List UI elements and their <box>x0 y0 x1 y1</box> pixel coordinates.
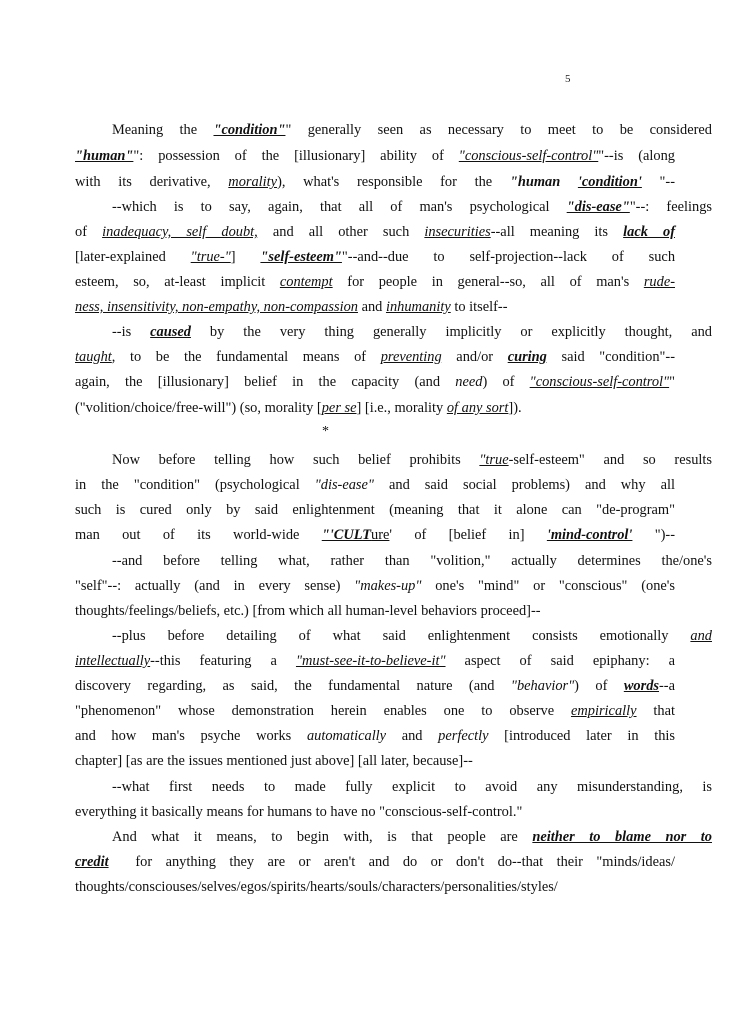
emphasized-text: per se <box>321 400 357 416</box>
text-line <box>75 525 675 549</box>
text-segment: --which is to say, again, that all of man's psychological <box>112 199 567 215</box>
emphasized-text: "dis-ease" <box>314 477 374 493</box>
section-separator: * <box>322 424 329 439</box>
text-segment: for people in general--so, all of man's <box>332 274 644 290</box>
text-segment: to itself-- <box>450 299 508 315</box>
text-segment: man out of its world-wide <box>75 527 322 543</box>
text-line <box>112 777 712 801</box>
text-segment: ] [i.e., morality <box>356 400 447 416</box>
text-line <box>75 247 675 271</box>
text-line <box>112 450 712 474</box>
text-segment: [later-explained <box>75 249 191 265</box>
text-line <box>75 398 675 422</box>
text-line <box>75 475 675 499</box>
text-line <box>75 576 675 600</box>
emphasized-text: 'mind-control' <box>546 527 633 543</box>
text-segment: ) of <box>482 374 530 390</box>
text-segment: "phenomenon" whose demonstration herein enables one to observe <box>75 703 571 719</box>
emphasized-text: "dis-ease" <box>566 199 630 215</box>
text-segment: ]). <box>508 400 522 416</box>
text-segment: --is <box>112 324 151 340</box>
text-segment: thoughts/feelings/beliefs, etc.) [from which all human-level behaviors proceed]-- <box>75 603 541 619</box>
emphasized-text: "must-see-it-to-believe-it" <box>295 653 446 669</box>
emphasized-text: "self-esteem" <box>260 249 342 265</box>
emphasized-text: neither to blame nor to <box>532 829 712 845</box>
emphasized-text: "true-" <box>190 249 231 265</box>
emphasized-text: perfectly <box>438 728 489 744</box>
emphasized-text: "'CULT <box>321 527 372 543</box>
text-segment: and all other such <box>257 224 425 240</box>
text-segment: "--and--due to self-projection--lack of such <box>341 249 676 265</box>
text-line <box>75 372 675 396</box>
emphasized-text: "makes-up" <box>354 578 422 594</box>
text-segment: Meaning the <box>112 122 214 138</box>
emphasized-text: words <box>623 678 660 694</box>
text-segment: And what it means, to begin with, is that people are <box>112 829 533 845</box>
emphasized-text: intellectually <box>75 653 151 669</box>
text-line <box>75 701 675 725</box>
emphasized-text: insecurities <box>424 224 491 240</box>
text-segment: by the very thing generally implicitly or explicitly thought, and <box>190 324 713 340</box>
text-line <box>75 651 675 675</box>
emphasized-text: "condition" <box>213 122 286 138</box>
emphasized-text: inhumanity <box>385 299 451 315</box>
text-segment: said "condition"-- <box>546 349 675 365</box>
text-segment: and said social problems) and why all <box>373 477 675 493</box>
emphasized-text: credit <box>75 854 109 870</box>
emphasized-text: of any sort <box>446 400 509 416</box>
text-segment: --what first needs to made fully explicit to avoid any misunderstanding, is <box>112 779 712 795</box>
emphasized-text: "conscious-self-control" <box>458 148 599 164</box>
text-segment: with its derivative, <box>75 174 229 190</box>
text-segment: thoughts/consciouses/selves/egos/spirits/hearts/souls/characters/personalities/styles/ <box>75 879 558 895</box>
text-segment: such is cured only by said enlightenment (meaning that it alone can "de-program" <box>75 502 675 518</box>
text-line <box>75 852 675 876</box>
text-segment: everything it basically means for humans to have no "conscious-self-control." <box>75 804 523 820</box>
text-line <box>75 347 675 371</box>
emphasized-text: "human <box>509 174 578 190</box>
text-segment: again, the [illusionary] belief in the capacity (and <box>75 374 456 390</box>
text-segment: one's "mind" or "conscious" (one's <box>421 578 675 594</box>
text-segment: " <box>669 374 675 390</box>
emphasized-text: rude- <box>643 274 675 290</box>
text-segment: Now before telling how such belief prohibits <box>112 452 480 468</box>
text-segment: chapter] [as are the issues mentioned just above] [all later, because]-- <box>75 753 473 769</box>
text-segment: "-- <box>641 174 675 190</box>
text-segment: that <box>636 703 675 719</box>
text-line <box>75 146 675 170</box>
text-line <box>112 197 712 221</box>
text-segment: discovery regarding, as said, the fundamental nature (and <box>75 678 511 694</box>
emphasized-text: lack of <box>623 224 675 240</box>
text-line <box>75 222 675 246</box>
text-segment: in the "condition" (psychological <box>75 477 315 493</box>
emphasized-text: curing <box>507 349 547 365</box>
text-segment: and <box>386 728 439 744</box>
emphasized-text: automatically <box>306 728 387 744</box>
text-segment: ("volition/choice/free-will") (so, morality [ <box>75 400 322 416</box>
text-line <box>112 120 712 144</box>
text-segment: aspect of said epiphany: a <box>445 653 675 669</box>
text-segment: "self"--: actually (and in every sense) <box>75 578 355 594</box>
page-number: 5 <box>565 73 571 85</box>
text-line <box>75 751 675 775</box>
text-line <box>112 626 712 650</box>
emphasized-text: "true <box>479 452 509 468</box>
emphasized-text: taught <box>75 349 112 365</box>
emphasized-text: ure <box>371 527 390 543</box>
text-segment: of <box>75 224 103 240</box>
text-segment: "--: feelings <box>629 199 712 215</box>
text-line <box>75 726 675 750</box>
text-segment: ")-- <box>632 527 676 543</box>
emphasized-text: ness, insensitivity, non-empathy, non-compassion <box>75 299 358 315</box>
text-segment: --a <box>659 678 675 694</box>
text-segment: ": possession of the [illusionary] ability of <box>133 148 459 164</box>
text-segment: , to be the fundamental means of <box>111 349 381 365</box>
text-segment: -self-esteem" and so results <box>508 452 712 468</box>
emphasized-text: "human" <box>75 148 134 164</box>
emphasized-text: inadequacy, self doubt, <box>102 224 258 240</box>
text-line <box>75 601 675 625</box>
text-line <box>75 297 675 321</box>
emphasized-text: need <box>455 374 483 390</box>
text-segment: " generally seen as necessary to meet to be considered <box>285 122 712 138</box>
text-segment: and <box>357 299 386 315</box>
text-line <box>75 802 675 826</box>
text-segment: --and before telling what, rather than "volition," actually determines the/one's <box>112 553 712 569</box>
emphasized-text: "conscious-self-control" <box>529 374 670 390</box>
text-segment: --this featuring a <box>150 653 296 669</box>
emphasized-text: morality <box>228 174 278 190</box>
emphasized-text: contempt <box>279 274 333 290</box>
text-line <box>112 827 712 851</box>
emphasized-text: preventing <box>380 349 442 365</box>
text-segment: ' of [belief in] <box>389 527 547 543</box>
text-segment: --all meaning its <box>490 224 624 240</box>
text-segment: and how man's psyche works <box>75 728 307 744</box>
text-segment: esteem, so, at-least implicit <box>75 274 280 290</box>
text-segment: --plus before detailing of what said enlightenment consists emotionally <box>112 628 691 644</box>
text-segment: "--is (along <box>598 148 675 164</box>
emphasized-text: empirically <box>570 703 637 719</box>
text-line <box>75 272 675 296</box>
emphasized-text: and <box>690 628 712 644</box>
text-segment: for anything they are or aren't and do or don't do--that their "minds/ideas/ <box>108 854 675 870</box>
text-segment: and/or <box>441 349 508 365</box>
emphasized-text: "behavior" <box>510 678 575 694</box>
text-segment: ) of <box>574 678 624 694</box>
emphasized-text: caused <box>150 324 191 340</box>
text-segment: [introduced later in this <box>488 728 676 744</box>
text-line <box>75 172 675 196</box>
emphasized-text: 'condition' <box>577 174 642 190</box>
text-line <box>75 500 675 524</box>
text-segment: ] <box>230 249 261 265</box>
text-line <box>75 877 675 901</box>
text-segment: ), what's responsible for the <box>277 174 510 190</box>
text-line <box>112 322 712 346</box>
text-line <box>112 551 712 575</box>
text-line <box>75 676 675 700</box>
